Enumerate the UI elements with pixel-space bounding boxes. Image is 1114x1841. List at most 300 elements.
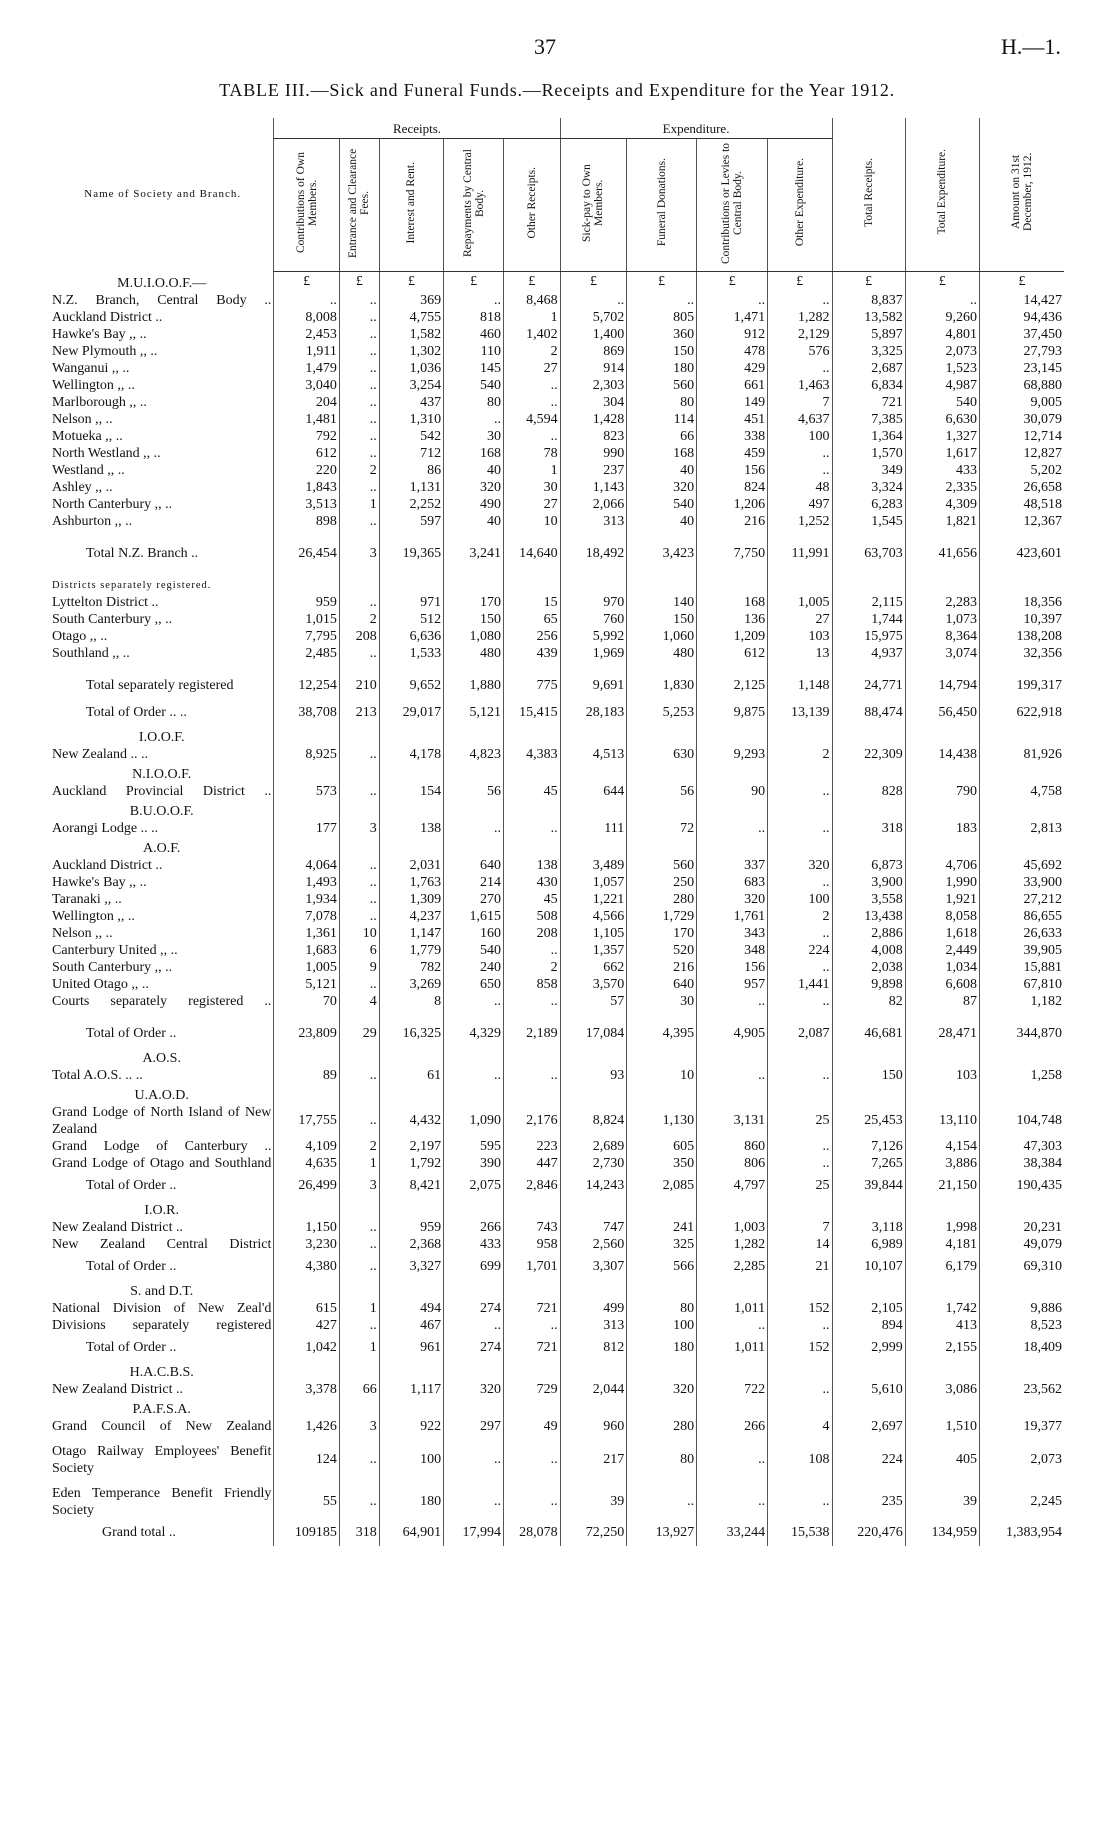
branch-name: Total separately registered	[86, 677, 234, 693]
table-row	[52, 1300, 1064, 1317]
cell-col-3: 16,325	[379, 1020, 443, 1047]
cell-col-7	[627, 837, 697, 857]
cell-col-9: ..	[768, 1155, 832, 1172]
cell-col-6: 760	[560, 611, 627, 628]
cell-col-1: 204	[274, 394, 339, 411]
cell-col-1: 1,042	[274, 1334, 339, 1361]
cell-col-12: 27,793	[980, 343, 1064, 360]
cell-col-5: 721	[504, 1334, 561, 1361]
cell-col-4: 4,329	[444, 1020, 504, 1047]
cell-col-3	[379, 1047, 443, 1067]
cell-col-8: 824	[697, 479, 768, 496]
cell-col-2: 1	[339, 1155, 379, 1172]
cell-col-10: 9,898	[832, 976, 905, 993]
cell-col-12: 48,518	[980, 496, 1064, 513]
cell-col-1: 898	[274, 513, 339, 530]
cell-col-6: 4,513	[560, 746, 627, 763]
branch-name: Wanganui ,, ..	[52, 360, 130, 376]
cell-col-4	[444, 1084, 504, 1104]
cell-col-6: 28,183	[560, 699, 627, 726]
cell-col-7	[627, 1084, 697, 1104]
spacer-row	[52, 530, 1064, 540]
table-row	[52, 1317, 1064, 1334]
cell-col-7: 114	[627, 411, 697, 428]
branch-name: Southland ,, ..	[52, 645, 130, 661]
cell-col-3: 1,147	[379, 925, 443, 942]
cell-col-7: 605	[627, 1138, 697, 1155]
cell-col-1: 8,008	[274, 309, 339, 326]
table-row	[52, 1219, 1064, 1236]
cell-col-9	[768, 1084, 832, 1104]
cell-col-1: 2,485	[274, 645, 339, 662]
cell-col-1: 26,499	[274, 1172, 339, 1199]
cell-col-12: 26,658	[980, 479, 1064, 496]
cell-col-11: 6,179	[905, 1253, 979, 1280]
cell-col-12	[980, 1280, 1064, 1300]
cell-col-5: 1	[504, 462, 561, 479]
cell-col-12: 5,202	[980, 462, 1064, 479]
cell-col-6: 869	[560, 343, 627, 360]
cell-col-6: ..	[560, 292, 627, 309]
branch-name: Total of Order ..	[86, 1339, 177, 1355]
cell-col-8	[697, 1199, 768, 1219]
cell-col-11: 39	[905, 1477, 979, 1519]
cell-col-12: 67,810	[980, 976, 1064, 993]
cell-col-4: 4,823	[444, 746, 504, 763]
cell-col-12: 23,145	[980, 360, 1064, 377]
cell-col-2: 10	[339, 925, 379, 942]
cell-col-11	[905, 726, 979, 746]
cell-col-8	[697, 837, 768, 857]
cell-col-7: 170	[627, 925, 697, 942]
branch-name: Auckland Provincial District ..	[52, 783, 272, 799]
cell-col-1: 2,453	[274, 326, 339, 343]
cell-col-9	[768, 577, 832, 594]
cell-col-2: 1	[339, 1334, 379, 1361]
branch-name: Grand total ..	[102, 1524, 176, 1540]
branch-name: New Zealand Central District	[52, 1236, 272, 1252]
cell-col-7: 1,729	[627, 908, 697, 925]
cell-col-4: 320	[444, 479, 504, 496]
cell-col-11: 87	[905, 993, 979, 1010]
cell-col-10: 4,008	[832, 942, 905, 959]
cell-col-9: 25	[768, 1104, 832, 1138]
cell-col-9: ..	[768, 360, 832, 377]
cell-col-8: 168	[697, 594, 768, 611]
cell-col-11: 4,801	[905, 326, 979, 343]
cell-col-3: 138	[379, 820, 443, 837]
cell-col-3: 3,254	[379, 377, 443, 394]
cell-col-6: 970	[560, 594, 627, 611]
table-row	[52, 1236, 1064, 1253]
cell-col-3: 6,636	[379, 628, 443, 645]
cell-col-5: 45	[504, 891, 561, 908]
cell-col-11: 2,335	[905, 479, 979, 496]
cell-col-5: 10	[504, 513, 561, 530]
cell-col-5	[504, 800, 561, 820]
cell-col-8: 2,125	[697, 672, 768, 699]
column-header-interest-rent: Interest and Rent.	[379, 139, 443, 272]
cell-col-10: 3,118	[832, 1219, 905, 1236]
cell-col-8: 33,244	[697, 1519, 768, 1546]
cell-col-1: 427	[274, 1317, 339, 1334]
cell-col-6	[560, 1361, 627, 1381]
cell-col-3: 2,031	[379, 857, 443, 874]
cell-col-10: 3,325	[832, 343, 905, 360]
cell-col-1	[274, 1047, 339, 1067]
cell-col-6: 4,566	[560, 908, 627, 925]
cell-col-3: 922	[379, 1418, 443, 1435]
receipts-group-header: Receipts.	[274, 118, 560, 139]
cell-col-12: 19,377	[980, 1418, 1064, 1435]
cell-col-9: ..	[768, 820, 832, 837]
cell-col-4: 17,994	[444, 1519, 504, 1546]
cell-col-3: 597	[379, 513, 443, 530]
cell-col-10: 7,265	[832, 1155, 905, 1172]
table-row	[52, 959, 1064, 976]
cell-col-3: 4,432	[379, 1104, 443, 1138]
cell-col-10: 2,115	[832, 594, 905, 611]
cell-col-7: 3,423	[627, 540, 697, 567]
cell-col-3: 467	[379, 1317, 443, 1334]
branch-name: North Canterbury ,, ..	[52, 496, 173, 512]
cell-col-7: 360	[627, 326, 697, 343]
cell-col-1	[274, 726, 339, 746]
cell-col-1: 4,064	[274, 857, 339, 874]
society-row	[52, 1199, 1064, 1219]
table-row	[52, 746, 1064, 763]
cell-col-6: 662	[560, 959, 627, 976]
cell-col-7: 480	[627, 645, 697, 662]
cell-col-5: 223	[504, 1138, 561, 1155]
cell-col-3: 1,763	[379, 874, 443, 891]
cell-col-3: 2,368	[379, 1236, 443, 1253]
table-row	[52, 874, 1064, 891]
heading-row	[52, 577, 1064, 594]
cell-col-2: ..	[339, 394, 379, 411]
cell-col-11: 3,074	[905, 645, 979, 662]
cell-col-3: 1,533	[379, 645, 443, 662]
cell-col-11: 28,471	[905, 1020, 979, 1047]
table-title: TABLE III.—Sick and Funeral Funds.—Receipts and Expenditure for the Year 1912.	[219, 80, 895, 100]
cell-col-3: 369	[379, 292, 443, 309]
cell-col-12: 12,827	[980, 445, 1064, 462]
cell-col-12: 2,073	[980, 1435, 1064, 1477]
cell-col-8: 1,471	[697, 309, 768, 326]
cell-col-12: 423,601	[980, 540, 1064, 567]
cell-col-11	[905, 837, 979, 857]
cell-col-6: 3,307	[560, 1253, 627, 1280]
cell-col-8: 1,206	[697, 496, 768, 513]
cell-col-8: 1,761	[697, 908, 768, 925]
total-row	[52, 1334, 1064, 1361]
cell-col-1: 3,230	[274, 1236, 339, 1253]
cell-col-9: ..	[768, 1477, 832, 1519]
cell-col-9: 13	[768, 645, 832, 662]
cell-col-6: 747	[560, 1219, 627, 1236]
cell-col-2	[339, 837, 379, 857]
cell-col-8: ..	[697, 1477, 768, 1519]
cell-col-6: 990	[560, 445, 627, 462]
cell-col-8: 1,011	[697, 1300, 768, 1317]
cell-col-1: 26,454	[274, 540, 339, 567]
cell-col-9: 1,282	[768, 309, 832, 326]
cell-col-9: 14	[768, 1236, 832, 1253]
cell-col-10	[832, 763, 905, 783]
cell-col-5: ..	[504, 1067, 561, 1084]
branch-name: Grand Lodge of North Island of New Zealand	[52, 1104, 272, 1137]
cell-col-6: 3,570	[560, 976, 627, 993]
cell-col-9: ..	[768, 1138, 832, 1155]
cell-col-8: 3,131	[697, 1104, 768, 1138]
cell-col-5: 1,701	[504, 1253, 561, 1280]
cell-col-12: 45,692	[980, 857, 1064, 874]
cell-col-4: 320	[444, 1381, 504, 1398]
cell-col-12	[980, 577, 1064, 594]
cell-col-10: 828	[832, 783, 905, 800]
branch-name: Grand Council of New Zealand	[52, 1418, 272, 1434]
cell-col-12: 49,079	[980, 1236, 1064, 1253]
cell-col-4: 818	[444, 309, 504, 326]
cell-col-11	[905, 1047, 979, 1067]
cell-col-12: 69,310	[980, 1253, 1064, 1280]
branch-name: Ashburton ,, ..	[52, 513, 133, 529]
branch-name: United Otago ,, ..	[52, 976, 149, 992]
cell-col-1: 1,479	[274, 360, 339, 377]
cell-col-3: 1,131	[379, 479, 443, 496]
cell-col-6: 111	[560, 820, 627, 837]
branch-name: N.Z. Branch, Central Body ..	[52, 292, 272, 308]
cell-col-3: 154	[379, 783, 443, 800]
cell-col-8: ..	[697, 1317, 768, 1334]
cell-col-11	[905, 1280, 979, 1300]
cell-col-10: 2,687	[832, 360, 905, 377]
table-row	[52, 942, 1064, 959]
cell-col-8: ..	[697, 820, 768, 837]
cell-col-12: 190,435	[980, 1172, 1064, 1199]
cell-col-9: 11,991	[768, 540, 832, 567]
cell-col-8	[697, 763, 768, 783]
cell-col-9	[768, 1398, 832, 1418]
cell-col-8	[697, 1398, 768, 1418]
cell-col-8: 612	[697, 645, 768, 662]
cell-col-4: 3,241	[444, 540, 504, 567]
cell-col-9	[768, 726, 832, 746]
cell-col-11: 134,959	[905, 1519, 979, 1546]
cell-col-12: 18,356	[980, 594, 1064, 611]
cell-col-2: ..	[339, 645, 379, 662]
cell-col-5: 4,383	[504, 746, 561, 763]
table-row	[52, 479, 1064, 496]
cell-col-2: £	[339, 272, 379, 292]
total-row	[52, 1020, 1064, 1047]
cell-col-11	[905, 763, 979, 783]
cell-col-2	[339, 1084, 379, 1104]
cell-col-9: 320	[768, 857, 832, 874]
cell-col-10	[832, 1199, 905, 1219]
cell-col-11: 2,155	[905, 1334, 979, 1361]
cell-col-7: ..	[627, 292, 697, 309]
cell-col-7: 80	[627, 1300, 697, 1317]
cell-col-4: ..	[444, 411, 504, 428]
cell-col-1: £	[274, 272, 339, 292]
cell-col-1: 1,493	[274, 874, 339, 891]
cell-col-5: 2,189	[504, 1020, 561, 1047]
branch-name: Courts separately registered ..	[52, 993, 272, 1009]
branch-name: Wellington ,, ..	[52, 908, 135, 924]
cell-col-6: 1,105	[560, 925, 627, 942]
cell-col-6: 1,400	[560, 326, 627, 343]
cell-col-11: 56,450	[905, 699, 979, 726]
cell-col-4: 1,090	[444, 1104, 504, 1138]
cell-col-4: 270	[444, 891, 504, 908]
cell-col-2: ..	[339, 428, 379, 445]
cell-col-6: 2,044	[560, 1381, 627, 1398]
cell-col-11: 103	[905, 1067, 979, 1084]
cell-col-9	[768, 1361, 832, 1381]
cell-col-2: ..	[339, 1104, 379, 1138]
cell-col-12	[980, 1199, 1064, 1219]
cell-col-5	[504, 1398, 561, 1418]
cell-col-8: 912	[697, 326, 768, 343]
cell-col-2: ..	[339, 1477, 379, 1519]
cell-col-5: 2	[504, 959, 561, 976]
cell-col-8: 1,011	[697, 1334, 768, 1361]
cell-col-8: 9,293	[697, 746, 768, 763]
cell-col-3	[379, 1280, 443, 1300]
cell-col-11	[905, 1361, 979, 1381]
branch-name: Grand Lodge of Otago and Southland	[52, 1155, 272, 1171]
cell-col-3: 1,582	[379, 326, 443, 343]
cell-col-9: 1,252	[768, 513, 832, 530]
cell-col-2: 3	[339, 1418, 379, 1435]
cell-col-4	[444, 1398, 504, 1418]
cell-col-10: 10,107	[832, 1253, 905, 1280]
cell-col-6: 1,057	[560, 874, 627, 891]
cell-col-11: 2,073	[905, 343, 979, 360]
cell-col-8: 1,209	[697, 628, 768, 645]
cell-col-2: ..	[339, 411, 379, 428]
cell-col-8: 156	[697, 462, 768, 479]
cell-col-7	[627, 577, 697, 594]
cell-col-1: 17,755	[274, 1104, 339, 1138]
society-row	[52, 1084, 1064, 1104]
cell-col-2	[339, 1199, 379, 1219]
cell-col-4: 150	[444, 611, 504, 628]
cell-col-7	[627, 1361, 697, 1381]
branch-name: Ashley ,, ..	[52, 479, 113, 495]
cell-col-12: 9,005	[980, 394, 1064, 411]
cell-col-11: 6,608	[905, 976, 979, 993]
branch-name: Divisions separately registered	[52, 1317, 272, 1333]
cell-col-12: 15,881	[980, 959, 1064, 976]
cell-col-6	[560, 800, 627, 820]
cell-col-9: 25	[768, 1172, 832, 1199]
cell-col-5: 439	[504, 645, 561, 662]
cell-col-7	[627, 1280, 697, 1300]
cell-col-5: 1,402	[504, 326, 561, 343]
cell-col-1: 55	[274, 1477, 339, 1519]
cell-col-5: 15,415	[504, 699, 561, 726]
cell-col-5	[504, 1361, 561, 1381]
cell-col-8: 683	[697, 874, 768, 891]
cell-col-2	[339, 763, 379, 783]
cell-col-8	[697, 1047, 768, 1067]
cell-col-3: 1,309	[379, 891, 443, 908]
society-row	[52, 800, 1064, 820]
cell-col-9: 21	[768, 1253, 832, 1280]
cell-col-1	[274, 577, 339, 594]
cell-col-11	[905, 1199, 979, 1219]
cell-col-9: 2,129	[768, 326, 832, 343]
branch-name: North Westland ,, ..	[52, 445, 161, 461]
cell-col-10: 13,438	[832, 908, 905, 925]
cell-col-7: 280	[627, 1418, 697, 1435]
cell-col-8: 149	[697, 394, 768, 411]
cell-col-8: 1,282	[697, 1236, 768, 1253]
spacer-row	[52, 567, 1064, 577]
cell-col-5: 138	[504, 857, 561, 874]
branch-name: Eden Temperance Benefit Friendly Society	[52, 1485, 272, 1518]
cell-col-5: 430	[504, 874, 561, 891]
table-row	[52, 309, 1064, 326]
cell-col-5	[504, 577, 561, 594]
table-row	[52, 976, 1064, 993]
cell-col-11: 413	[905, 1317, 979, 1334]
cell-col-8: 661	[697, 377, 768, 394]
column-header-other-expenditure: Other Expenditure.	[768, 139, 832, 272]
cell-col-9: 1,441	[768, 976, 832, 993]
cell-col-9: ..	[768, 925, 832, 942]
table-row	[52, 1418, 1064, 1435]
cell-col-11: 4,706	[905, 857, 979, 874]
gap-row	[52, 1477, 1064, 1519]
cell-col-4: 297	[444, 1418, 504, 1435]
column-header-funeral-donations: Funeral Donations.	[627, 139, 697, 272]
cell-col-12	[980, 1047, 1064, 1067]
cell-col-5: ..	[504, 394, 561, 411]
cell-col-2	[339, 1361, 379, 1381]
cell-col-7: 805	[627, 309, 697, 326]
cell-col-4	[444, 726, 504, 746]
cell-col-11: 41,656	[905, 540, 979, 567]
cell-col-7: 1,830	[627, 672, 697, 699]
branch-name: New Zealand District ..	[52, 1381, 184, 1397]
cell-col-4: 640	[444, 857, 504, 874]
cell-col-10	[832, 1047, 905, 1067]
cell-col-2: ..	[339, 594, 379, 611]
branch-name: Nelson ,, ..	[52, 925, 113, 941]
cell-col-10: 2,999	[832, 1334, 905, 1361]
column-header-repayments: Repayments by Central Body.	[444, 139, 504, 272]
table-row	[52, 394, 1064, 411]
cell-col-1: 792	[274, 428, 339, 445]
cell-col-11: 14,794	[905, 672, 979, 699]
cell-col-9: 4,637	[768, 411, 832, 428]
cell-col-5: 1	[504, 309, 561, 326]
cell-col-6: 93	[560, 1067, 627, 1084]
cell-col-6: 5,702	[560, 309, 627, 326]
cell-col-2: 213	[339, 699, 379, 726]
cell-col-5: 447	[504, 1155, 561, 1172]
cell-col-11: 9,260	[905, 309, 979, 326]
cell-col-11: 1,073	[905, 611, 979, 628]
cell-col-2: 2	[339, 611, 379, 628]
cell-col-12: 10,397	[980, 611, 1064, 628]
table-row	[52, 993, 1064, 1010]
cell-col-1	[274, 1361, 339, 1381]
cell-col-3	[379, 1361, 443, 1381]
